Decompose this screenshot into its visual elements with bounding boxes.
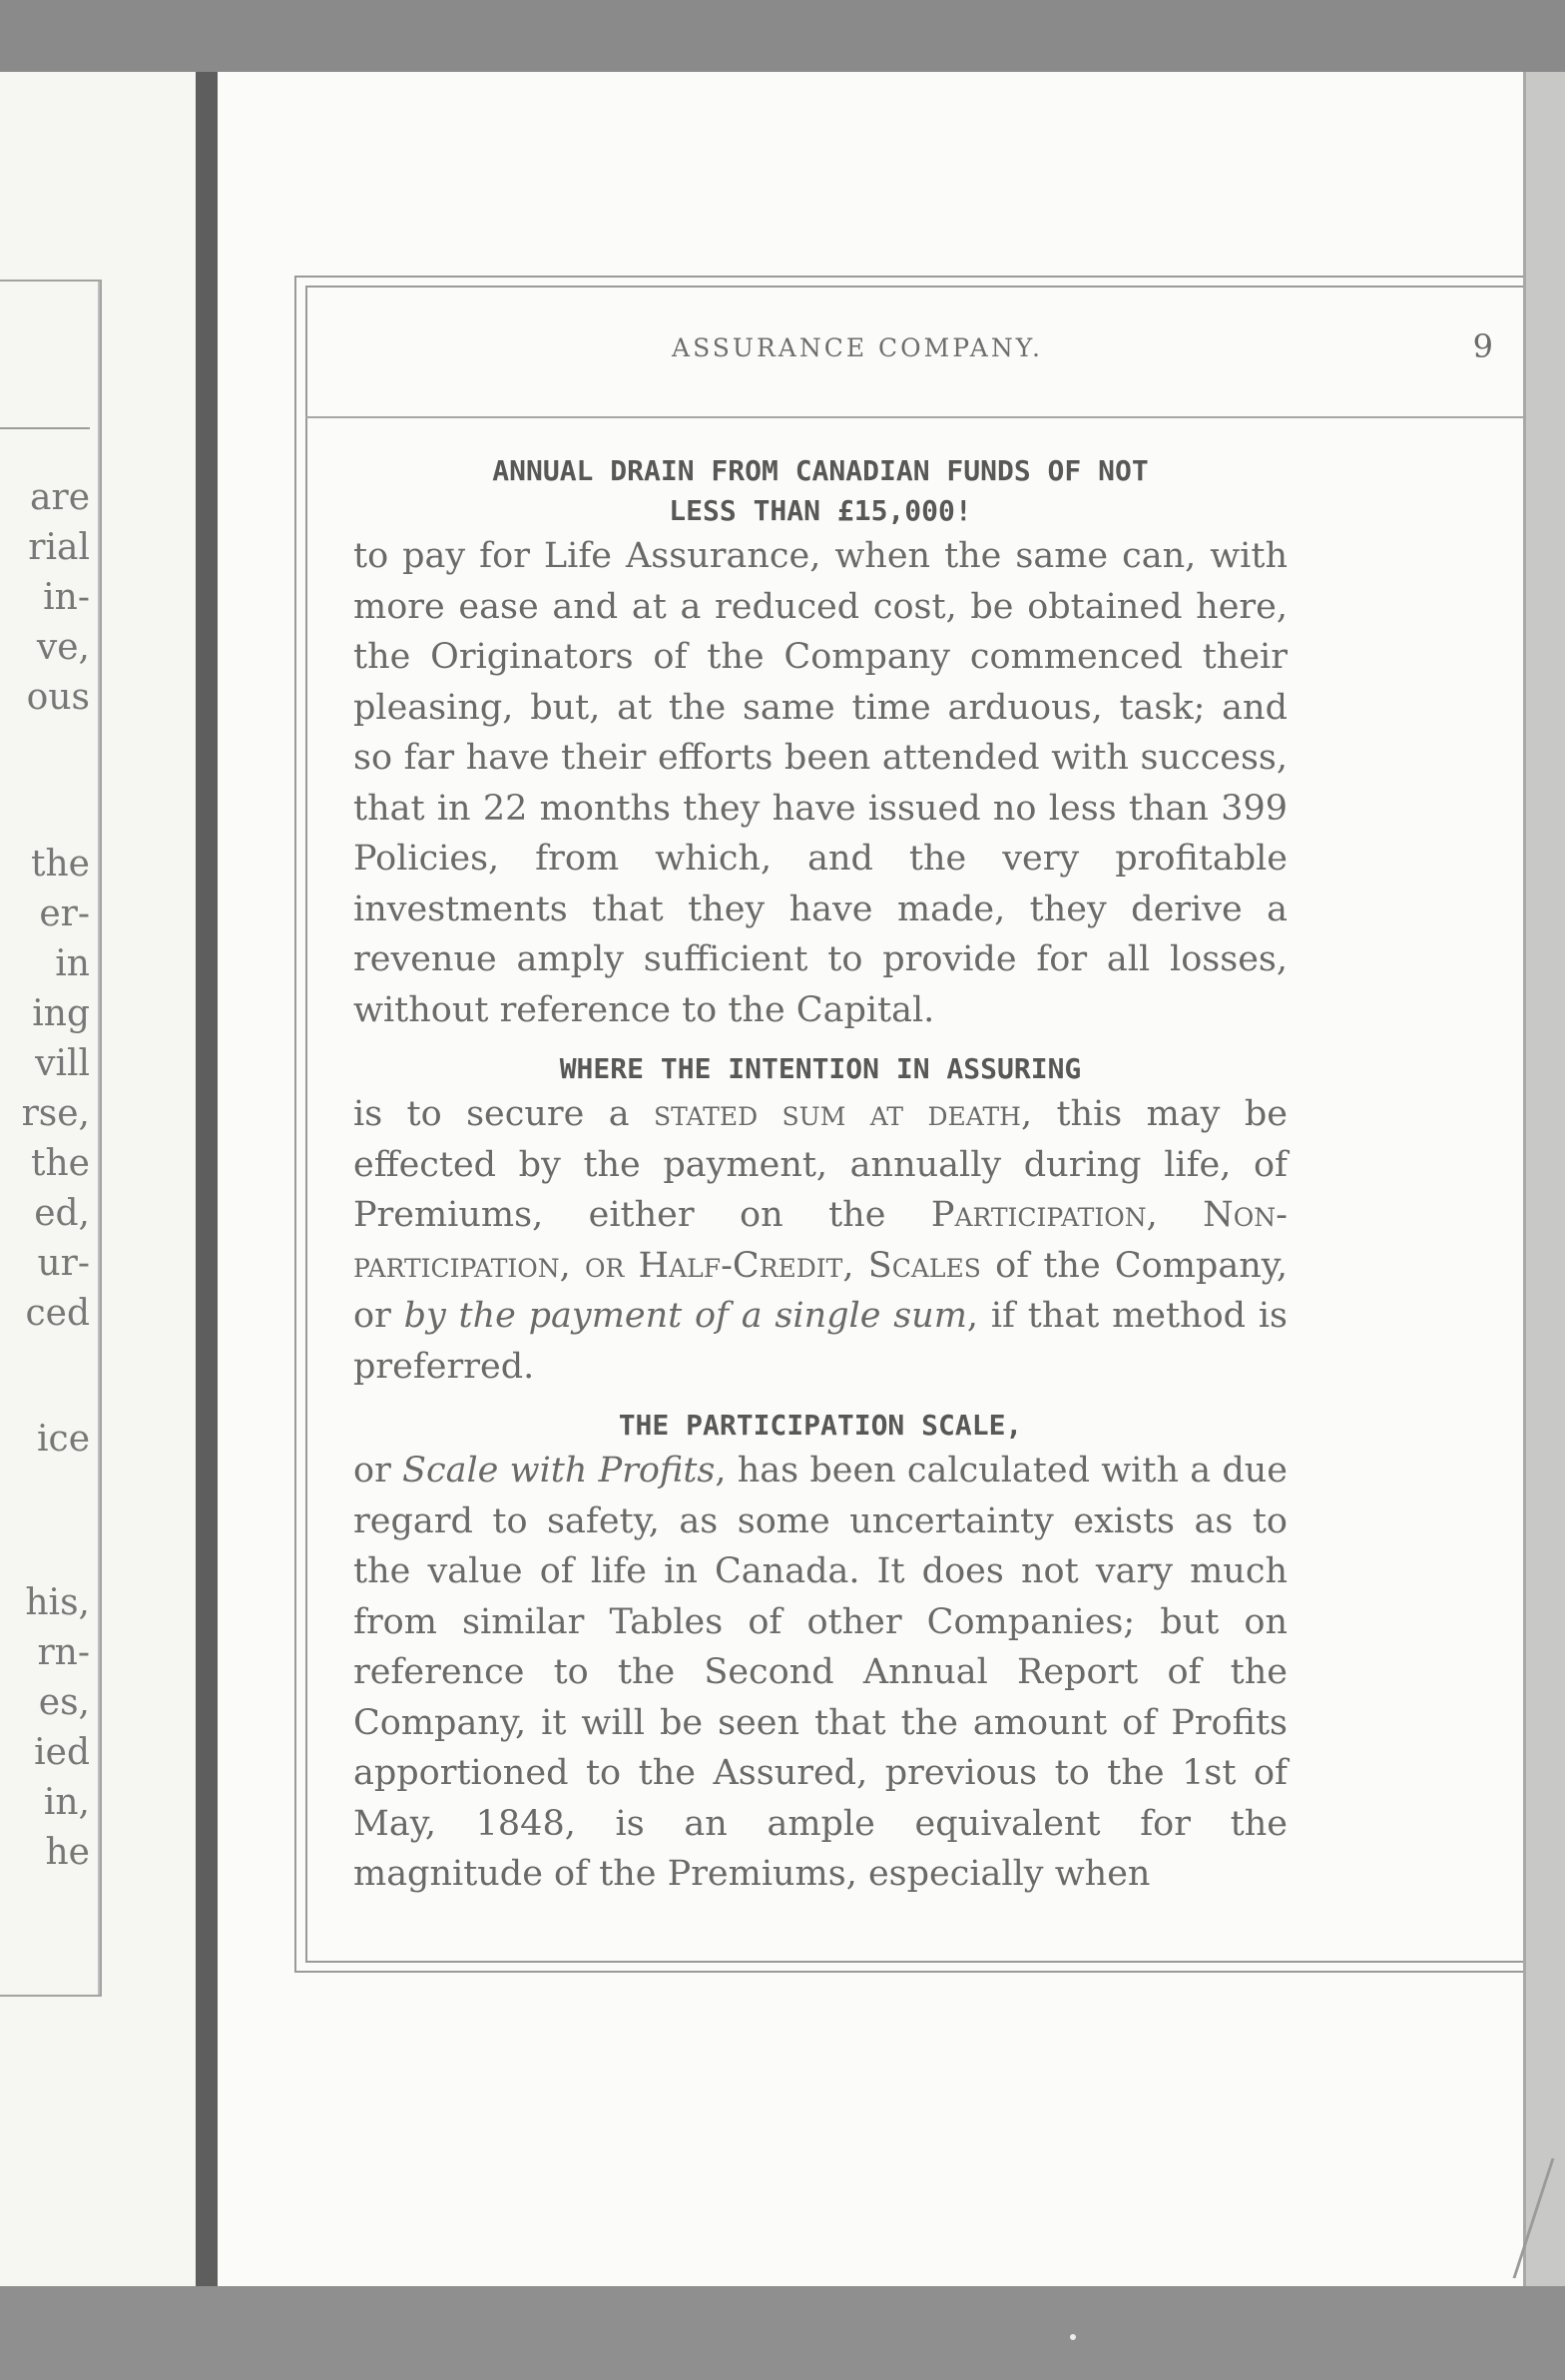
left-fragment: ed, xyxy=(34,1193,90,1234)
scan-speck xyxy=(1070,2334,1076,2340)
left-fragment: in, xyxy=(43,1782,90,1823)
right-page xyxy=(218,72,1541,2286)
paragraph xyxy=(353,1446,1288,1900)
left-fragment: vill xyxy=(35,1043,90,1084)
running-head-rule xyxy=(305,416,1533,418)
left-fragment: in- xyxy=(43,577,90,618)
paragraph: to pay for Life Assurance, when the same can, with more ease and at a reduced cost, be obtained here, the Originators of the Company commenced their pleasing, but, at the same time arduous, task; and so far have their efforts been attended with success, that in 22 months they have issued no less than 399 Policies, from which, and the very profitable investments that they have made, they derive a revenue amply sufficient to provide for all losses, without reference to the Capital. xyxy=(353,536,1288,1030)
left-fragment: ied xyxy=(34,1732,90,1773)
section-heading xyxy=(353,451,1288,531)
left-fragment: es, xyxy=(38,1682,90,1723)
left-fragment: in xyxy=(55,943,90,984)
left-facing-page xyxy=(0,72,196,2286)
small-caps-phrase: Participation xyxy=(930,1195,1147,1235)
left-fragment: ur- xyxy=(37,1243,90,1284)
text-run: , if that method is preferred. xyxy=(353,1296,1288,1387)
italic-phrase: by the payment of a single sum xyxy=(403,1296,967,1336)
heading-line-2: LESS THAN £15,000! xyxy=(669,494,972,527)
left-fragment: are xyxy=(30,477,90,518)
page-edge xyxy=(1523,72,1565,2286)
section-intention-in-assuring xyxy=(353,1049,1288,1392)
small-caps-phrase: stated sum at death xyxy=(654,1094,1021,1134)
book-gutter xyxy=(196,72,218,2286)
left-fragment: the xyxy=(31,844,90,885)
left-fragment: his, xyxy=(25,1582,90,1623)
running-head-title: ASSURANCE COMPANY. xyxy=(672,333,1043,362)
section-participation-scale xyxy=(353,1406,1288,1900)
left-fragment: ced xyxy=(25,1293,90,1334)
heading-line-1: ANNUAL DRAIN FROM CANADIAN FUNDS OF NOT xyxy=(492,454,1149,487)
left-fragment: he xyxy=(45,1832,90,1873)
scan-top-border xyxy=(0,0,1565,72)
left-fragment: ve, xyxy=(36,627,90,668)
left-fragment: rse, xyxy=(21,1093,90,1134)
paragraph xyxy=(353,1089,1288,1392)
section-heading: THE PARTICIPATION SCALE, xyxy=(618,1409,1023,1442)
small-caps-phrase: Scales xyxy=(867,1245,981,1286)
text-run: , xyxy=(559,1245,586,1286)
text-run: is to secure a xyxy=(353,1094,655,1134)
left-page-head-rule xyxy=(0,427,90,429)
text-run: or xyxy=(353,1451,403,1490)
section-annual-drain xyxy=(353,451,1288,1035)
page-body xyxy=(353,451,1288,1900)
italic-phrase: Scale with Profits xyxy=(402,1451,716,1490)
running-head xyxy=(305,327,1533,383)
text-run: of the Company, or xyxy=(353,1245,1288,1336)
text-run: , xyxy=(842,1245,868,1286)
page-number: 9 xyxy=(1472,327,1493,365)
text-run: , xyxy=(1146,1195,1204,1235)
small-caps-phrase: Non-participation xyxy=(353,1195,1288,1286)
left-fragment: ice xyxy=(37,1419,90,1460)
small-caps-phrase: or Half-Credit xyxy=(585,1245,843,1286)
section-heading: WHERE THE INTENTION IN ASSURING xyxy=(559,1052,1082,1085)
scan-bottom-border xyxy=(0,2286,1565,2380)
left-fragment: er- xyxy=(39,893,90,934)
left-fragment: ous xyxy=(26,677,90,718)
left-fragment: rn- xyxy=(37,1632,90,1673)
text-run: , this may be effected by the payment, annually during life, of Premiums, either on the xyxy=(353,1094,1288,1235)
left-fragment: ing xyxy=(32,993,90,1034)
left-fragment: rial xyxy=(28,527,90,568)
text-run: , has been calculated with a due regard to safety, as some uncertainty exists as to the value of life in Canada. It does not vary much from similar Tables of other Companies; but on reference to the Second Annual Report of the Company, it will be seen that the amount of Profits apportioned to the Assured, previous to the 1st of May, 1848, is an ample equivalent for the magnitude of the Premiums, especially when xyxy=(353,1451,1288,1894)
left-fragment: the xyxy=(31,1143,90,1184)
